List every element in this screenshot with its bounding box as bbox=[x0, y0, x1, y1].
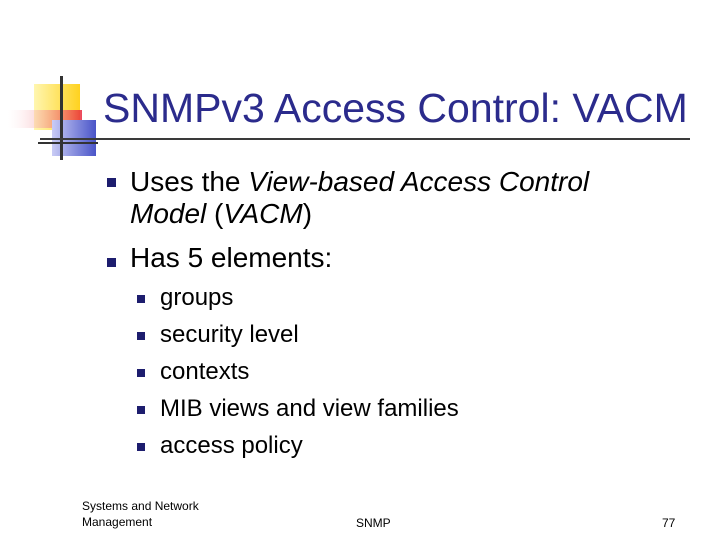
sub-bullet-text: groups bbox=[160, 284, 234, 311]
sub-bullet-text: MIB views and view families bbox=[160, 395, 459, 422]
title-divider bbox=[40, 138, 690, 140]
sub-bullet-square-icon bbox=[137, 443, 145, 451]
bullet-text bbox=[130, 164, 589, 200]
bullet-text-italic: Model bbox=[130, 198, 207, 229]
bullet-text-continued bbox=[130, 196, 312, 232]
footer-page-number: 77 bbox=[662, 516, 676, 530]
footer-course-title: Systems and Network Management bbox=[82, 499, 199, 529]
sub-bullet-square-icon bbox=[137, 332, 145, 340]
footer-topic: SNMP bbox=[356, 516, 391, 530]
sub-bullet-square-icon bbox=[137, 295, 145, 303]
sub-bullet-square-icon bbox=[137, 406, 145, 414]
bullet-square-icon bbox=[107, 258, 116, 267]
bullet-text-italic: View-based Access Control bbox=[248, 166, 590, 197]
bullet-text-prefix: Uses the bbox=[130, 166, 249, 197]
sub-bullet-text: access policy bbox=[160, 432, 303, 459]
decorative-logo bbox=[0, 0, 110, 170]
sub-bullet-square-icon bbox=[137, 369, 145, 377]
sub-bullet-text: security level bbox=[160, 321, 299, 348]
bullet-square-icon bbox=[107, 178, 116, 187]
bullet-text: Has 5 elements: bbox=[130, 242, 333, 273]
slide-title: SNMPv3 Access Control: VACM bbox=[103, 85, 688, 131]
sub-bullet-text: contexts bbox=[160, 358, 250, 385]
bullet-text-paren: ( bbox=[206, 198, 224, 229]
bullet-text-paren: ) bbox=[302, 198, 313, 229]
bullet-text-italic: VACM bbox=[223, 198, 303, 229]
